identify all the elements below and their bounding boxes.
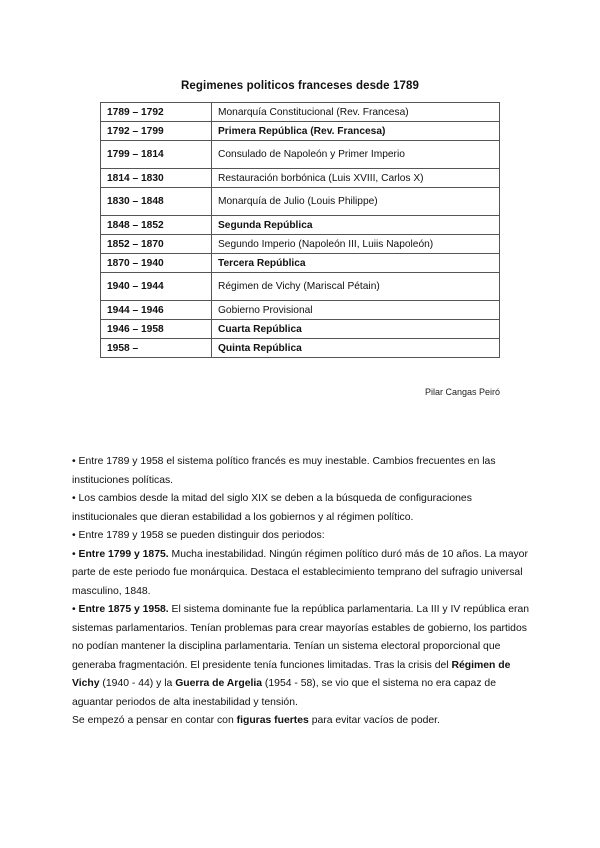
table-row: [101, 235, 500, 254]
bullet: •: [72, 548, 79, 560]
regime-cell: Monarquía Constitucional (Rev. Francesa): [212, 103, 500, 122]
note-paragraph-1: • Entre 1789 y 1958 el sistema político francés es muy inestable. Cambios frecuentes en las instituciones políticas.: [72, 456, 496, 486]
period-cell: 1814 – 1830: [101, 169, 212, 188]
period-cell: 1848 – 1852: [101, 216, 212, 235]
emphasis-figuras: figuras fuertes: [236, 715, 309, 726]
note-text: (1940 - 44) y la: [99, 678, 176, 689]
table-row: [101, 188, 500, 216]
note-text: El sistema dominante fue la república parlamentaria. La III y IV república eran sistemas parlamentarios. Tenían problemas para crear mayorías estables de gobierno, los partidos no podían mantener la disciplina parlamentaria. Tenían un sistema electoral proporcional que generaba fragmentación. El presidente tenía funciones limitadas. Tras la crisis del: [72, 604, 530, 671]
table-row: [101, 141, 500, 169]
period-cell: 1944 – 1946: [101, 301, 212, 320]
page-title: Regimenes politicos franceses desde 1789: [181, 80, 419, 92]
table-row: [101, 103, 500, 122]
table-row: [101, 320, 500, 339]
regime-cell: Primera República (Rev. Francesa): [212, 122, 500, 141]
regime-cell: Segundo Imperio (Napoleón III, Luiis Napoleón): [212, 235, 500, 254]
regimes-table: [100, 102, 500, 358]
table-row: [101, 301, 500, 320]
regime-cell: Restauración borbónica (Luis XVIII, Carlos X): [212, 169, 500, 188]
period-heading: Entre 1799 y 1875.: [78, 548, 169, 560]
table-row: [101, 273, 500, 301]
period-cell: 1792 – 1799: [101, 122, 212, 141]
emphasis-argelia: Guerra de Argelia: [175, 678, 263, 689]
note-paragraph-6: [72, 712, 532, 731]
note-text: Se empezó a pensar en contar con: [72, 715, 237, 726]
period-cell: 1940 – 1944: [101, 273, 212, 301]
note-text: para evitar vacíos de poder.: [308, 715, 440, 726]
note-paragraph-4: [72, 546, 532, 602]
regime-cell: Cuarta República: [212, 320, 500, 339]
period-cell: 1946 – 1958: [101, 320, 212, 339]
table-row: [101, 254, 500, 273]
note-text: (1954 - 58), se vio que el sistema no era capaz de aguantar periodos de alta inestabilidad y tensión.: [72, 678, 496, 708]
period-cell: 1789 – 1792: [101, 103, 212, 122]
table-row: [101, 216, 500, 235]
regime-cell: Monarquía de Julio (Louis Philippe): [212, 188, 500, 216]
emphasis-vichy: Régimen de Vichy: [72, 659, 511, 689]
note-paragraph-2: • Los cambios desde la mitad del siglo XIX se deben a la búsqueda de configuraciones institucionales que dieran estabilidad a los gobiernos y al régimen político.: [72, 493, 472, 523]
regime-cell: Segunda República: [212, 216, 500, 235]
bullet: •: [72, 604, 79, 615]
author-credit: Pilar Cangas Peiró: [424, 387, 500, 397]
regime-cell: Tercera República: [212, 254, 500, 273]
period-cell: 1799 – 1814: [101, 141, 212, 169]
note-paragraph-3: • Entre 1789 y 1958 se pueden distinguir dos periodos:: [72, 530, 325, 541]
regime-cell: Quinta República: [212, 339, 500, 358]
table-row: [101, 339, 500, 358]
period-cell: 1870 – 1940: [101, 254, 212, 273]
period-cell: 1830 – 1848: [101, 188, 212, 216]
period-heading: Entre 1875 y 1958.: [78, 604, 169, 615]
note-paragraph-5: [72, 601, 532, 712]
regime-cell: Régimen de Vichy (Mariscal Pétain): [212, 273, 500, 301]
regime-cell: Consulado de Napoleón y Primer Imperio: [212, 141, 500, 169]
period-cell: 1958 –: [101, 339, 212, 358]
table-row: [101, 122, 500, 141]
table-row: [101, 169, 500, 188]
period-cell: 1852 – 1870: [101, 235, 212, 254]
regime-cell: Gobierno Provisional: [212, 301, 500, 320]
notes-section: [72, 453, 532, 731]
note-text: Mucha inestabilidad. Ningún régimen político duró más de 10 años. La mayor parte de este periodo fue monárquica. Destaca el establecimiento temprano del sufragio universal masculino, 1848.: [72, 548, 528, 597]
